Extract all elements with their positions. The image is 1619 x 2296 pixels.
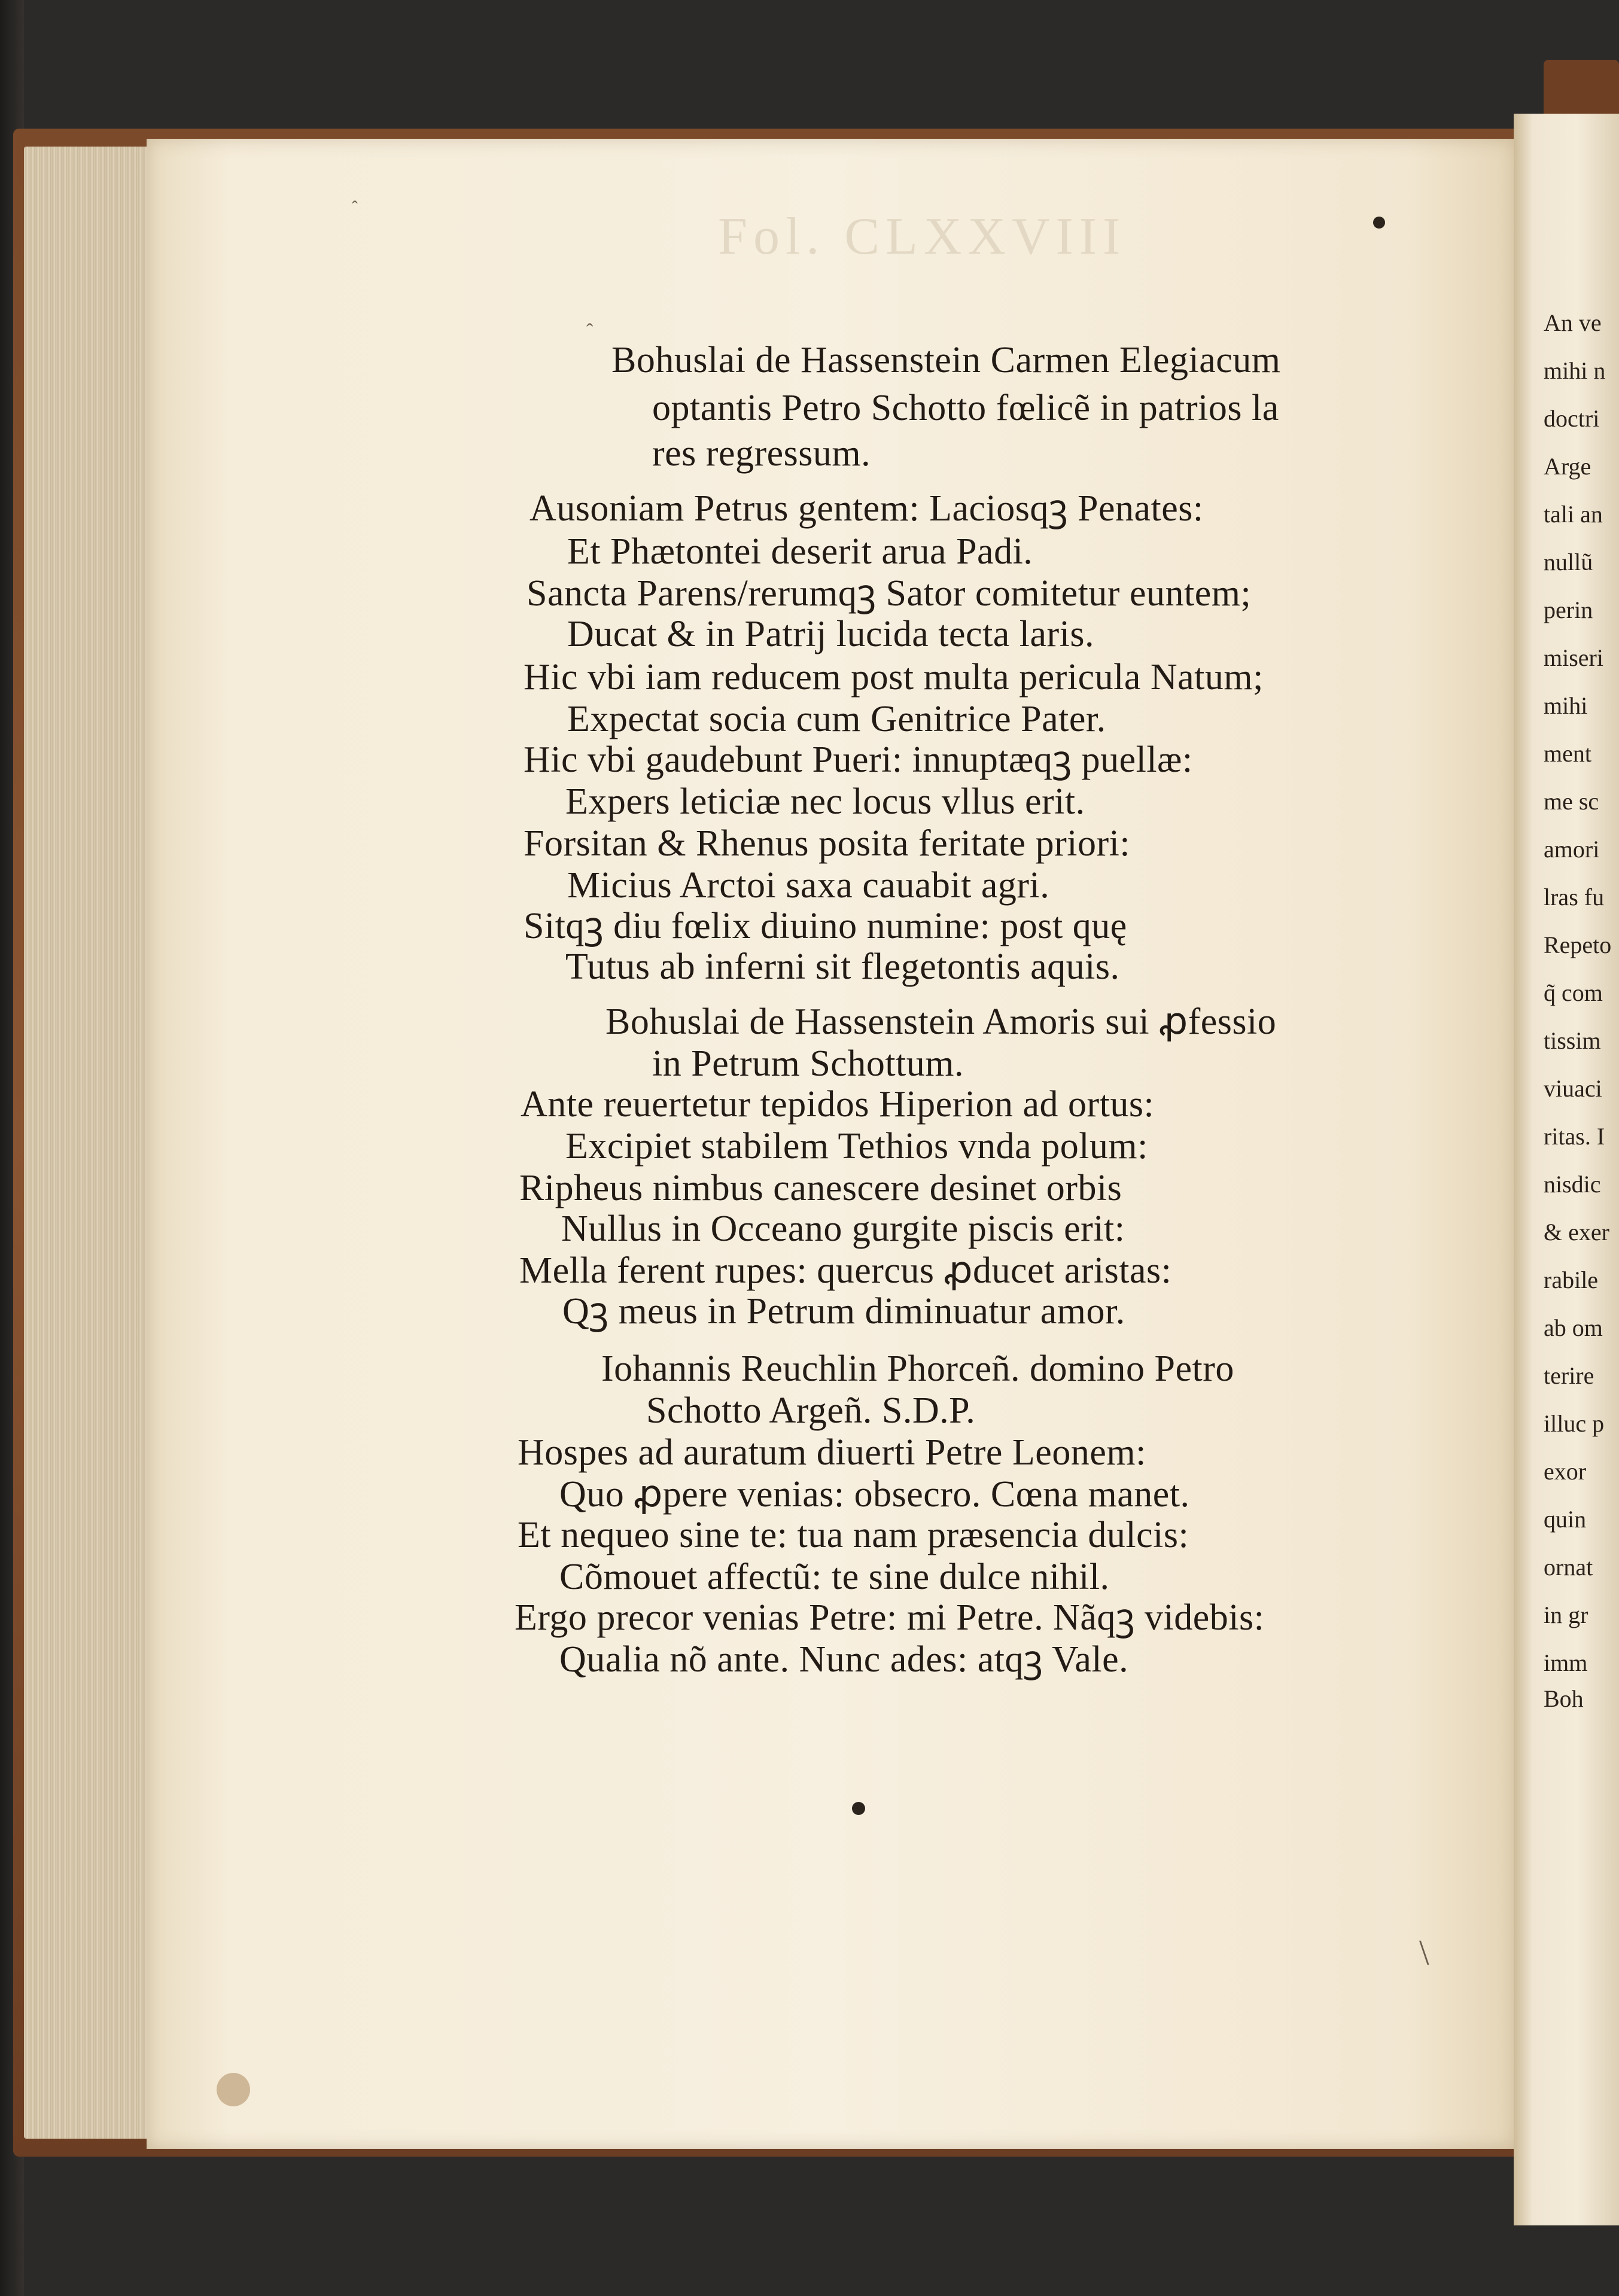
facing-line: exor (1544, 1458, 1587, 1485)
facing-line: nisdic (1544, 1171, 1601, 1198)
facing-line: nullũ (1544, 549, 1593, 575)
facing-line: Arge (1544, 453, 1591, 480)
facing-line: amori (1544, 836, 1600, 863)
facing-line: mihi n (1544, 357, 1606, 384)
poem1-line: Ducat & in Patrij lucida tecta laris. (567, 614, 1095, 654)
facing-line: ab om (1544, 1314, 1603, 1341)
poem1-line: Expectat socia cum Genitrice Pater. (567, 699, 1106, 739)
facing-line: mihi (1544, 692, 1588, 719)
facing-line: viuaci (1544, 1075, 1602, 1102)
poem3-line: Qualia nõ ante. Nunc ades: atqꝫ Vale. (559, 1639, 1129, 1680)
poem1-line: Sancta Parens/rerumqꝫ Sator comitetur euntem; (527, 573, 1252, 614)
poem3-heading-line: Iohannis Reuchlin Phorceñ. domino Petro (601, 1348, 1234, 1389)
facing-cover-corner (1544, 60, 1619, 117)
poem1-heading-line: optantis Petro Schotto fœlicẽ in patrios la (652, 388, 1279, 428)
facing-line: tissim (1544, 1027, 1601, 1054)
facing-line: tali an (1544, 501, 1603, 528)
facing-line: imm (1544, 1649, 1588, 1676)
facing-page-text (1544, 299, 1619, 1687)
facing-line: Boh (1544, 1685, 1584, 1712)
speck-mark: ˆ (586, 320, 594, 342)
poem1-line: Hic vbi gaudebunt Pueri: innuptæqꝫ puellæ: (524, 739, 1193, 780)
facing-line: An ve (1544, 309, 1602, 336)
speck-mark: ˆ (352, 197, 358, 217)
poem1-line: Tutus ab inferni sit flegetontis aquis. (565, 946, 1120, 987)
poem2-line: Mella ferent rupes: quercus ꝓducet aristas: (519, 1250, 1172, 1291)
facing-line: ritas. I (1544, 1123, 1605, 1150)
facing-line: rabile (1544, 1266, 1599, 1293)
poem1-heading-line: res regressum. (652, 433, 871, 474)
facing-line: ornat (1544, 1554, 1593, 1581)
facing-line: in gr (1544, 1601, 1588, 1628)
facing-line: terire (1544, 1362, 1594, 1389)
poem2-line: Excipiet stabilem Tethios vnda polum: (565, 1126, 1148, 1167)
facing-line: me sc (1544, 788, 1599, 815)
facing-line: miseri (1544, 644, 1603, 671)
poem1-line: Micius Arctoi saxa cauabit agri. (567, 865, 1050, 906)
facing-line: lras fu (1544, 884, 1605, 911)
poem2-line: Ante reuertetur tepidos Hiperion ad ortus: (521, 1084, 1155, 1125)
facing-line: perin (1544, 596, 1593, 623)
ink-dot-bottom (852, 1802, 865, 1815)
facing-line: Repeto (1544, 931, 1612, 958)
poem3-line: Et nequeo sine te: tua nam præsencia dulcis: (518, 1515, 1189, 1555)
poem1-line: Hic vbi iam reducem post multa pericula Natum; (524, 657, 1264, 698)
poem3-line: Hospes ad auratum diuerti Petre Leonem: (518, 1432, 1146, 1473)
facing-line: quin (1544, 1506, 1587, 1533)
facing-line: q̃ com (1544, 979, 1603, 1006)
show-through-folio: Fol. CLXXVIII (718, 208, 1127, 266)
stain-spot (217, 2073, 250, 2106)
poem2-line: Nullus in Occeano gurgite piscis erit: (561, 1208, 1125, 1249)
poem3-line: Quo ꝓpere venias: obsecro. Cœna manet. (559, 1474, 1190, 1515)
page-edges (24, 147, 150, 2139)
poem2-line: Ripheus nimbus canescere desinet orbis (519, 1168, 1122, 1208)
poem1-line: Ausoniam Petrus gentem: Laciosqꝫ Penates: (529, 488, 1204, 529)
poem1-heading-line: Bohuslai de Hassenstein Carmen Elegiacum (611, 340, 1281, 380)
facing-line: doctri (1544, 405, 1600, 432)
poem1-line: Et Phætontei deserit arua Padi. (567, 531, 1033, 572)
facing-line: & exer (1544, 1219, 1609, 1246)
poem1-line: Sitqꝫ diu fœlix diuino numine: post quę (524, 906, 1127, 946)
poem1-line: Forsitan & Rhenus posita feritate priori: (524, 823, 1131, 864)
poem2-heading-line: Bohuslai de Hassenstein Amoris sui ꝓfessio (605, 1001, 1277, 1042)
speck-mark: \ (1419, 1933, 1429, 1972)
poem3-line: Ergo precor venias Petre: mi Petre. Nãqꝫ videbis: (515, 1597, 1265, 1638)
poem1-line: Expers leticiæ nec locus vllus erit. (565, 781, 1085, 822)
ink-dot-top (1373, 217, 1385, 229)
poem3-line: Cõmouet affectũ: te sine dulce nihil. (559, 1557, 1110, 1597)
facing-line: ment (1544, 740, 1591, 767)
poem2-line: Qꝫ meus in Petrum diminuatur amor. (562, 1291, 1125, 1332)
poem3-heading-line: Schotto Argeñ. S.D.P. (646, 1390, 976, 1431)
facing-page-bottom-text (1544, 1675, 1619, 1723)
poem2-heading-line: in Petrum Schottum. (652, 1043, 964, 1084)
facing-line: illuc p (1544, 1410, 1605, 1437)
